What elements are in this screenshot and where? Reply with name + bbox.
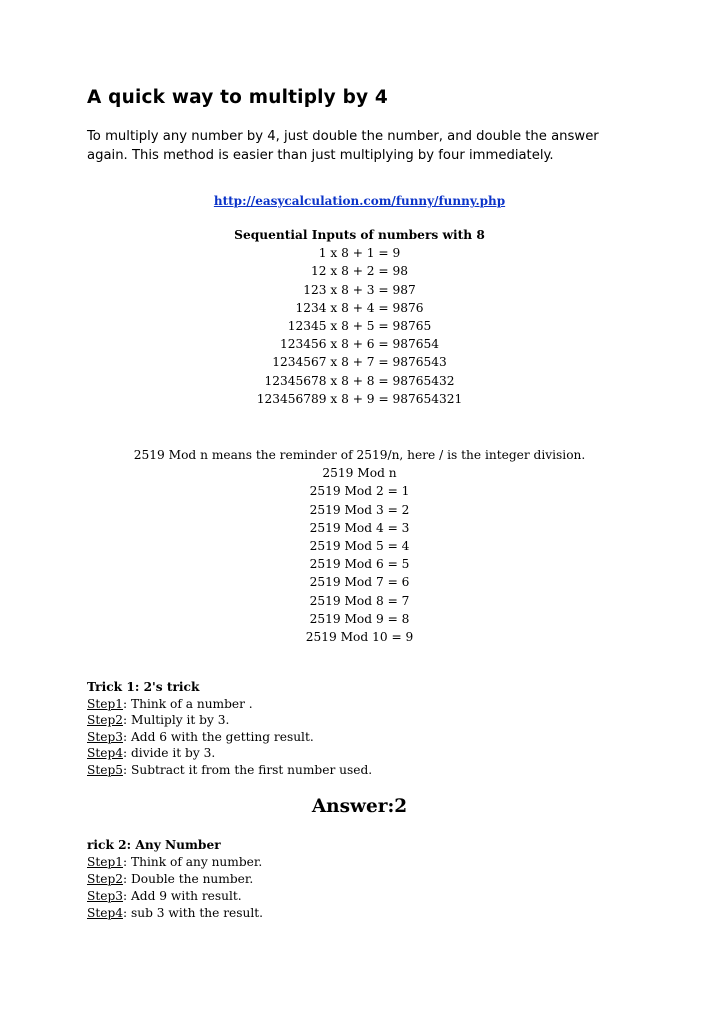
mod-line: 2519 Mod 2 = 1 [309,484,410,499]
trick-2-step [87,871,263,888]
sequential-line: 123456 x 8 + 6 = 987654 [279,337,440,352]
sequential-section [0,226,719,408]
step-text: : sub 3 with the result. [123,906,263,920]
step-text: : Add 6 with the getting result. [123,729,314,744]
step-text: : Add 9 with result. [123,889,242,903]
step-label[interactable]: Step3 [87,889,124,903]
mod-line: 2519 Mod n [322,466,397,481]
step-label[interactable]: Step2 [87,713,124,728]
trick-1-step [87,696,372,713]
trick-2-step [87,905,263,922]
mod-intro: 2519 Mod n means the reminder of 2519/n, here / is the integer division. [133,448,586,462]
mod-line: 2519 Mod 8 = 7 [309,593,410,608]
trick-1-step [87,762,372,779]
mod-line: 2519 Mod 7 = 6 [309,575,410,590]
step-label[interactable]: Step3 [87,729,124,744]
intro-line: To multiply any number by 4, just double the number, and double the answer [87,129,599,144]
sequential-line: 123 x 8 + 3 = 987 [303,282,416,297]
step-text: : divide it by 3. [123,746,216,761]
page-title: A quick way to multiply by 4 [87,87,388,108]
intro-paragraph [87,127,647,165]
trick-2-step [87,854,263,871]
mod-line: 2519 Mod 3 = 2 [309,502,410,517]
mod-line: 2519 Mod 4 = 3 [309,520,410,535]
trick-2-step [87,888,263,905]
step-text: : Subtract it from the first number used. [123,762,373,777]
trick-1-heading: Trick 1: 2's trick [87,680,200,694]
mod-line: 2519 Mod 5 = 4 [309,539,410,554]
step-text: : Think of any number. [123,855,263,869]
sequential-line: 12345678 x 8 + 8 = 98765432 [264,373,455,388]
trick-2-section [87,837,263,922]
sequential-line: 1234 x 8 + 4 = 9876 [295,300,424,315]
step-text: : Multiply it by 3. [123,713,230,728]
trick-1-step [87,712,372,729]
sequential-line: 12345 x 8 + 5 = 98765 [287,319,432,334]
step-label[interactable]: Step1 [87,696,124,711]
sequential-line: 123456789 x 8 + 9 = 987654321 [256,391,463,406]
answer-heading: Answer:2 [311,796,408,817]
sequential-line: 1234567 x 8 + 7 = 9876543 [272,355,447,370]
intro-line: again. This method is easier than just multiplying by four immediately. [87,148,554,163]
step-label[interactable]: Step5 [87,762,124,777]
source-link[interactable]: http://easycalculation.com/funny/funny.php [213,194,506,208]
mod-section [0,446,719,646]
mod-line: 2519 Mod 10 = 9 [305,630,414,645]
step-label[interactable]: Step1 [87,855,124,869]
mod-line: 2519 Mod 9 = 8 [309,611,410,626]
trick-1-section [87,679,372,779]
sequential-line: 12 x 8 + 2 = 98 [310,264,409,279]
trick-2-heading: rick 2: Any Number [87,838,221,852]
trick-1-step [87,729,372,746]
sequential-line: 1 x 8 + 1 = 9 [318,246,401,261]
sequential-heading: Sequential Inputs of numbers with 8 [234,228,485,242]
trick-1-step [87,745,372,762]
mod-line: 2519 Mod 6 = 5 [309,557,410,572]
step-text: : Think of a number . [123,696,253,711]
step-text: : Double the number. [123,872,254,886]
step-label[interactable]: Step4 [87,906,124,920]
step-label[interactable]: Step4 [87,746,124,761]
step-label[interactable]: Step2 [87,872,124,886]
